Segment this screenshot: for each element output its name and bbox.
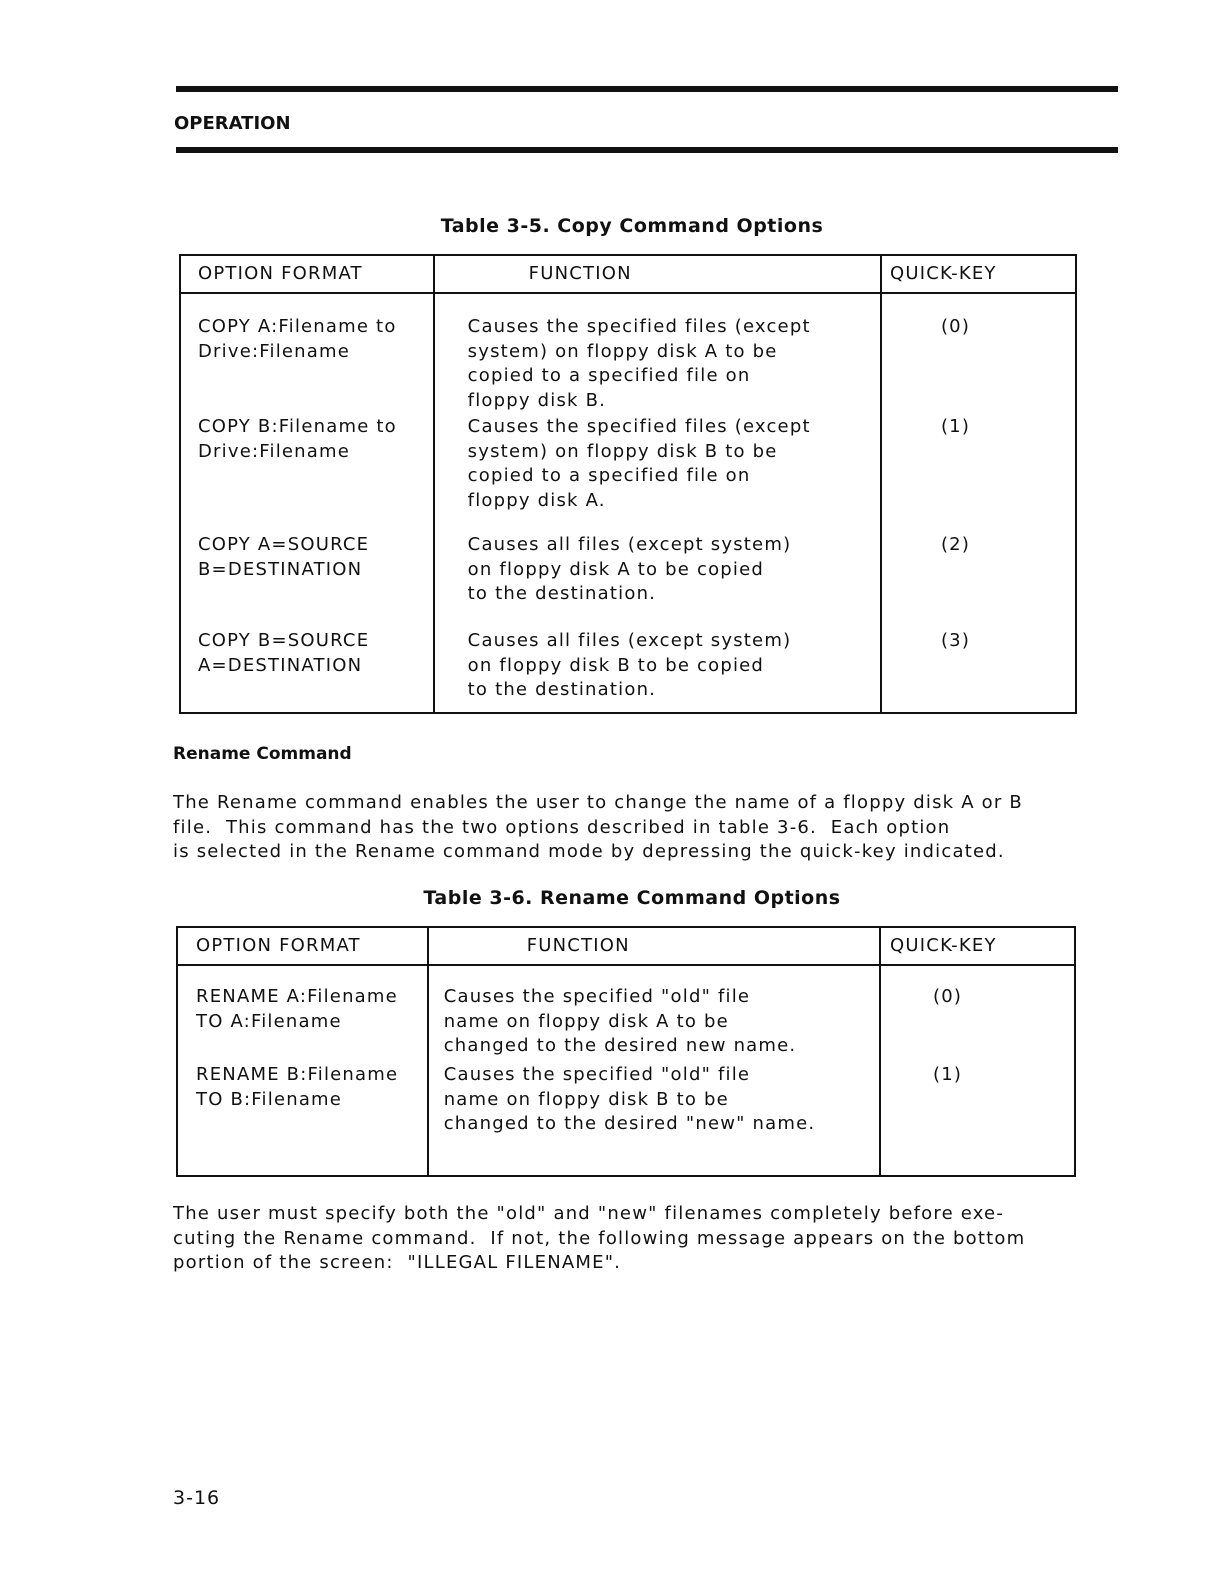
table-row — [180, 533, 1076, 629]
quick-key-cell: (1) — [880, 1063, 1075, 1176]
function-cell — [434, 415, 881, 533]
function-line: floppy disk B. — [467, 389, 607, 411]
header-function: FUNCTION — [434, 255, 881, 293]
table-caption-rename-options: Table 3-6. Rename Command Options — [423, 887, 841, 909]
format-line: RENAME B:Filename — [196, 1064, 399, 1085]
table-header-row — [180, 255, 1076, 293]
header-option-format: OPTION FORMAT — [180, 255, 434, 293]
format-line: TO B:Filename — [196, 1088, 343, 1110]
function-cell — [428, 965, 880, 1063]
function-line: Causes the specified "old" file — [443, 1064, 751, 1085]
copy-command-options-table — [179, 254, 1077, 714]
rename-description-paragraph — [173, 791, 1023, 865]
function-line: floppy disk A. — [467, 489, 606, 511]
function-line: changed to the desired new name. — [443, 1035, 797, 1056]
quick-key-cell: (3) — [881, 629, 1076, 713]
function-line: copied to a specified file on — [467, 365, 751, 386]
function-line: copied to a specified file on — [467, 465, 751, 486]
function-line: name on floppy disk B to be — [443, 1088, 729, 1110]
function-line: to the destination. — [467, 583, 657, 604]
paragraph-line: is selected in the Rename command mode by depressing the quick-key indicated. — [173, 841, 1005, 862]
table-caption-copy-options: Table 3-5. Copy Command Options — [440, 215, 824, 237]
table-row — [180, 293, 1076, 415]
function-line: system) on floppy disk A to be — [467, 340, 778, 362]
format-line: COPY B:Filename to — [198, 416, 397, 437]
quick-key-cell: (1) — [881, 415, 1076, 533]
paragraph-line: cuting the Rename command. If not, the following message appears on the bottom — [173, 1227, 1026, 1249]
header-quick-key: QUICK-KEY — [881, 255, 1076, 293]
paragraph-line: The Rename command enables the user to change the name of a floppy disk A or B — [173, 792, 1023, 813]
paragraph-line: file. This command has the two options described in table 3-6. Each option — [173, 816, 951, 838]
section-heading: OPERATION — [174, 113, 291, 134]
function-line: on floppy disk B to be copied — [467, 654, 765, 676]
format-line: A=DESTINATION — [198, 654, 363, 676]
function-line: Causes all files (except system) — [467, 630, 792, 651]
format-line: TO A:Filename — [196, 1010, 342, 1032]
paragraph-line: The user must specify both the "old" and "new" filenames completely before exe- — [173, 1203, 1005, 1224]
option-format-cell — [177, 1063, 428, 1176]
format-line: RENAME A:Filename — [196, 986, 398, 1007]
table-row — [177, 965, 1075, 1063]
format-line: B=DESTINATION — [198, 558, 363, 580]
function-line: Causes the specified files (except — [467, 316, 811, 337]
function-cell — [434, 293, 881, 415]
option-format-cell — [180, 533, 434, 629]
option-format-cell — [180, 629, 434, 713]
function-line: to the destination. — [467, 679, 657, 700]
header-rule-top — [176, 86, 1118, 92]
function-line: Causes all files (except system) — [467, 534, 792, 555]
format-line: COPY A=SOURCE — [198, 534, 370, 555]
paragraph-line: portion of the screen: "ILLEGAL FILENAME". — [173, 1252, 622, 1273]
function-line: name on floppy disk A to be — [443, 1010, 729, 1032]
header-function: FUNCTION — [428, 927, 880, 965]
format-line: COPY A:Filename to — [198, 316, 397, 337]
option-format-cell — [180, 293, 434, 415]
header-quick-key: QUICK-KEY — [880, 927, 1075, 965]
function-line: changed to the desired "new" name. — [443, 1113, 816, 1134]
format-line: Drive:Filename — [198, 440, 351, 462]
function-line: Causes the specified "old" file — [443, 986, 751, 1007]
page-number: 3-16 — [173, 1487, 221, 1509]
format-line: COPY B=SOURCE — [198, 630, 370, 651]
rename-command-options-table — [176, 926, 1076, 1177]
function-cell — [428, 1063, 880, 1176]
function-cell — [434, 629, 881, 713]
function-line: system) on floppy disk B to be — [467, 440, 778, 462]
function-line: Causes the specified files (except — [467, 416, 811, 437]
table-row — [180, 629, 1076, 713]
quick-key-cell: (2) — [881, 533, 1076, 629]
header-rule-bottom — [176, 147, 1118, 153]
function-cell — [434, 533, 881, 629]
quick-key-cell: (0) — [880, 965, 1075, 1063]
table-header-row — [177, 927, 1075, 965]
header-option-format: OPTION FORMAT — [177, 927, 428, 965]
closing-paragraph — [173, 1202, 1025, 1276]
option-format-cell — [180, 415, 434, 533]
option-format-cell — [177, 965, 428, 1063]
rename-command-heading: Rename Command — [173, 744, 352, 759]
format-line: Drive:Filename — [198, 340, 351, 362]
table-row — [180, 415, 1076, 533]
table-row — [177, 1063, 1075, 1176]
quick-key-cell: (0) — [881, 293, 1076, 415]
function-line: on floppy disk A to be copied — [467, 558, 765, 580]
